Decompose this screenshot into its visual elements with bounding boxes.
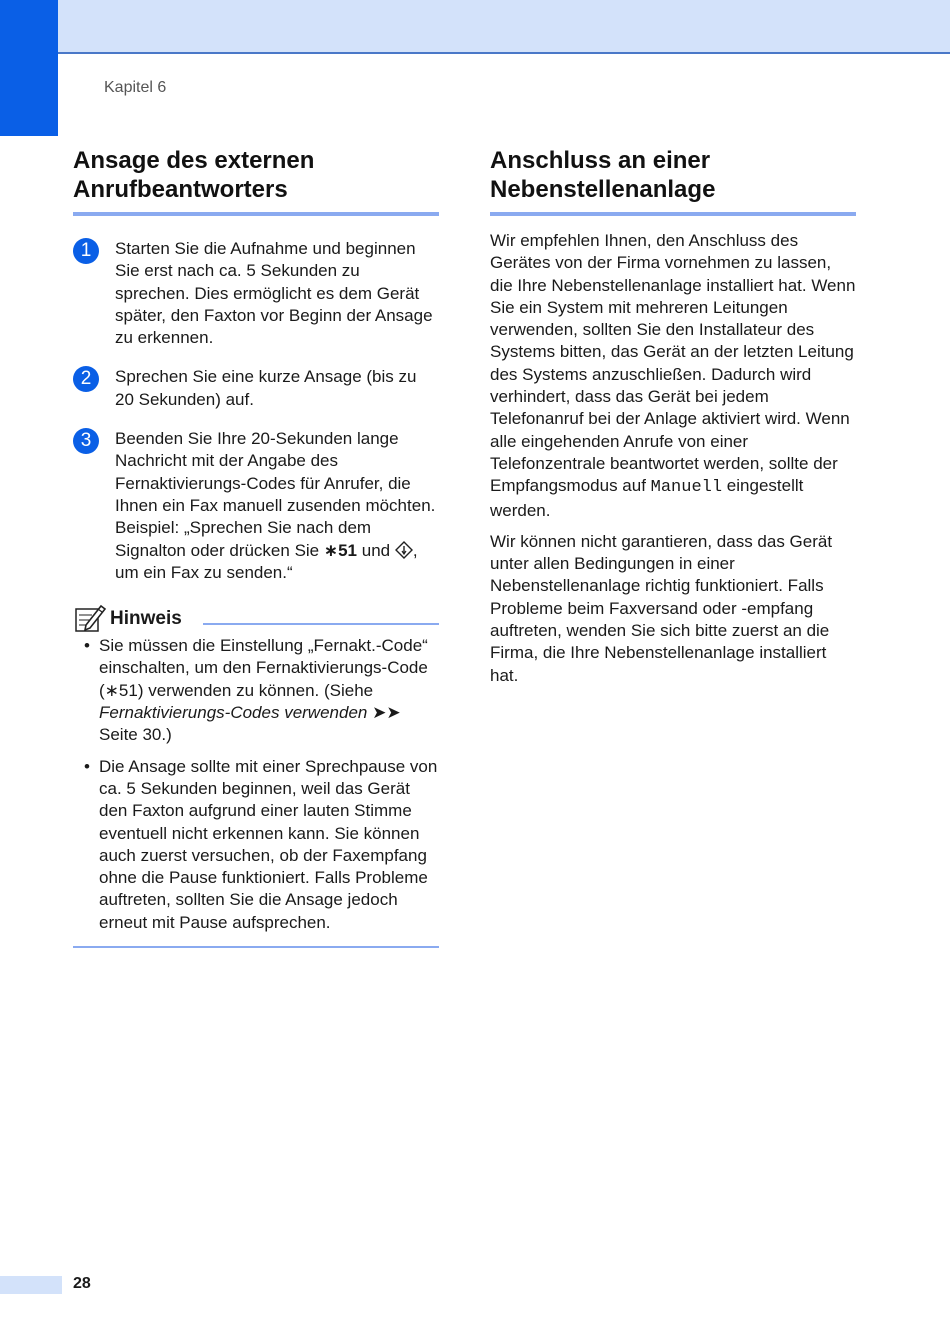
bullet-text: Sie müssen die Einstellung „Fernakt.-Code“ einschalten, um den Fernaktivierungs-Code (∗51) verwenden zu können. (Siehe <box>99 636 428 700</box>
footer-bar <box>0 1276 62 1294</box>
step-text: Starten Sie die Aufnahme und beginnen Sie erst nach ca. 5 Sekunden zu sprechen. Dies ermöglicht es dem Gerät später, den Faxton vor Beginn der Ansage zu erkennen. <box>115 239 433 348</box>
step-number-badge: 2 <box>73 366 99 392</box>
right-column <box>490 146 856 696</box>
step-1 <box>73 238 439 349</box>
arrow-icon: ➤➤ <box>367 703 401 723</box>
chapter-tab <box>0 0 58 136</box>
remote-code: ∗51 <box>323 540 358 560</box>
step-number-badge: 3 <box>73 428 99 454</box>
paragraph-text: eingestellt werden. <box>490 476 804 520</box>
list-item <box>73 756 439 934</box>
header-bar <box>0 0 950 54</box>
section-title-left: Ansage des externen Anrufbeantworters <box>73 146 439 216</box>
mode-value: Manuell <box>650 478 723 498</box>
bullet-dot-icon: • <box>84 756 90 776</box>
step-2 <box>73 366 439 411</box>
step-text: und <box>357 540 395 560</box>
section-title-right: Anschluss an einer Nebenstellenanlage <box>490 146 856 216</box>
chapter-label: Kapitel 6 <box>104 79 167 96</box>
step-text: , um ein Fax zu senden.“ <box>115 540 418 582</box>
bullet-dot-icon: • <box>84 636 90 656</box>
step-text: Beenden Sie Ihre 20-Sekunden lange Nachricht mit der Angabe des Fernaktivierungs-Codes für Anrufer, die Ihnen ein Fax manuell zusenden möchten. Beispiel: „Sprechen Sie nach dem Signalton oder drücken Sie <box>115 429 436 560</box>
note-pencil-icon <box>74 603 106 633</box>
section-body <box>490 230 856 687</box>
step-3 <box>73 428 439 584</box>
note-divider <box>203 623 439 625</box>
paragraph: Wir können nicht garantieren, dass das Gerät unter allen Bedingungen in einer Nebenstellenanlage richtig funktioniert. Falls Probleme beim Faxversand oder -empfang auftreten, wenden Sie sich bitte zuerst an die Firma, die Ihre Nebenstellenanlage installiert hat. <box>490 531 833 685</box>
step-text: Sprechen Sie eine kurze Ansage (bis zu 20 Sekunden) auf. <box>115 367 417 409</box>
list-item <box>73 635 439 746</box>
note-header <box>73 601 439 635</box>
page-number: 28 <box>73 1275 91 1292</box>
note-title: Hinweis <box>110 608 182 630</box>
start-key-icon <box>395 541 413 559</box>
left-column <box>73 146 439 948</box>
note-bullets <box>73 635 439 934</box>
step-list <box>73 238 439 584</box>
note-end-divider <box>73 946 439 948</box>
paragraph-text: Wir empfehlen Ihnen, den Anschluss des Gerätes von der Firma vornehmen zu lassen, die Ihre Nebenstellenanlage installiert hat. Wenn Sie ein System mit mehreren Leitungen verwenden, sollten Sie den Installateur des Systems bitten, das Gerät an der letzten Leitung des Systems anzuschließen. Dadurch wird verhindert, dass das Gerät bei jedem Telefonanruf bei der Anlage aktiviert wird. Wenn alle eingehenden Anrufe von einer Telefonzentrale beantwortet werden, sollte der Empfangsmodus auf <box>490 231 856 496</box>
bullet-text: Die Ansage sollte mit einer Sprechpause von ca. 5 Sekunden beginnen, weil das Gerät den Faxton aufgrund einer lauten Stimme eventuell nicht erkennen kann. Sie können auch zuerst versuchen, ob der Faxempfang ohne die Pause funktioniert. Falls Probleme auftreten, sollten Sie die Ansage jedoch erneut mit Pause aufsprechen. <box>99 756 438 932</box>
page-reference: Seite 30.) <box>99 725 172 745</box>
step-number-badge: 1 <box>73 238 99 264</box>
cross-reference: Fernaktivierungs-Codes verwenden <box>99 703 368 723</box>
note-box <box>73 601 439 948</box>
paragraph <box>490 230 856 522</box>
